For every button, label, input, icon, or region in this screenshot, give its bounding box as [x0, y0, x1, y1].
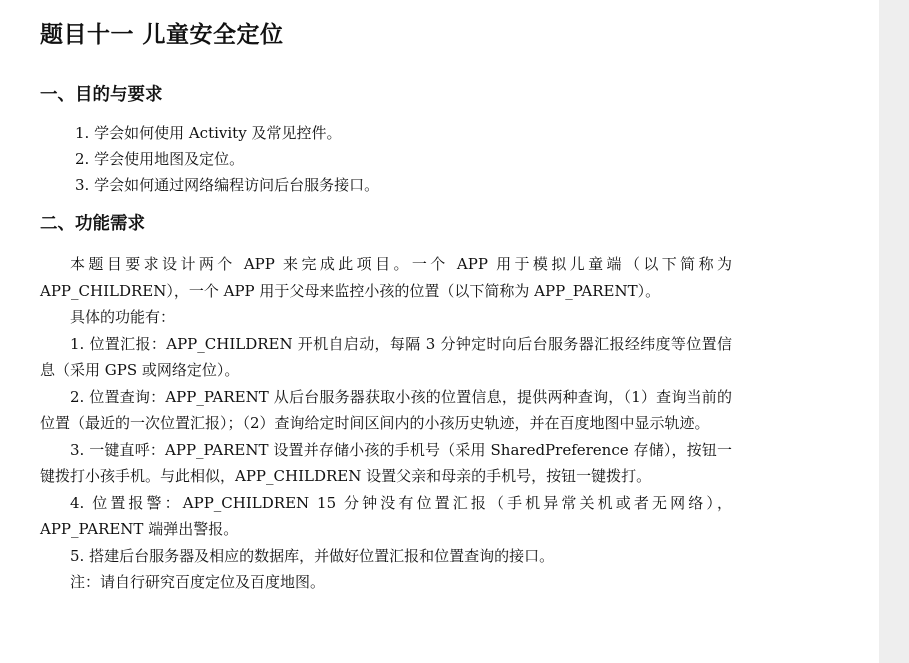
document-title: 题目十一 儿童安全定位 [40, 22, 284, 48]
paragraph-feature-query: 2. 位置查询：APP_PARENT 从后台服务器获取小孩的位置信息，提供两种查询，（1）查询当前的位置（最近的一次位置汇报）；（2）查询给定时间区间内的小孩历史轨迹，并在百度地图中显示轨迹。 [40, 387, 732, 432]
section-heading-requirements: 二、功能需求 [40, 214, 145, 234]
paragraph-feature-call: 3. 一键直呼：APP_PARENT 设置并存储小孩的手机号（采用 SharedPreference 存储），按钮一键拨打小孩手机。与此相似，APP_CHILDREN 设置父亲和母亲的手机号，按钮一键拨打。 [40, 440, 732, 485]
paragraph-feature-report: 1. 位置汇报：APP_CHILDREN 开机自启动，每隔 3 分钟定时向后台服务器汇报经纬度等位置信息（采用 GPS 或网络定位）。 [40, 334, 732, 379]
list-item: 3. 学会如何通过网络编程访问后台服务接口。 [75, 176, 380, 194]
list-item: 2. 学会使用地图及定位。 [75, 150, 245, 168]
paragraph-feature-alarm: 4. 位置报警：APP_CHILDREN 15 分钟没有位置汇报（手机异常关机或者无网络），APP_PARENT 端弹出警报。 [40, 493, 732, 538]
paragraph-feature-server: 5. 搭建后台服务器及相应的数据库，并做好位置汇报和位置查询的接口。 [70, 546, 555, 565]
requirements-body [40, 251, 732, 596]
paragraph-intro: 本题目要求设计两个 APP 来完成此项目。一个 APP 用于模拟儿童端（以下简称为 APP_CHILDREN），一个 APP 用于父母来监控小孩的位置（以下简称为 APP_PARENT）。 [40, 255, 732, 300]
list-item: 1. 学会如何使用 Activity 及常见控件。 [75, 124, 342, 142]
paragraph-features-lead: 具体的功能有： [70, 308, 176, 326]
paragraph-note: 注：请自行研究百度定位及百度地图。 [70, 573, 326, 591]
section-heading-goals: 一、目的与要求 [40, 85, 163, 105]
viewer-side-panel [879, 0, 909, 663]
goals-list [75, 120, 379, 198]
